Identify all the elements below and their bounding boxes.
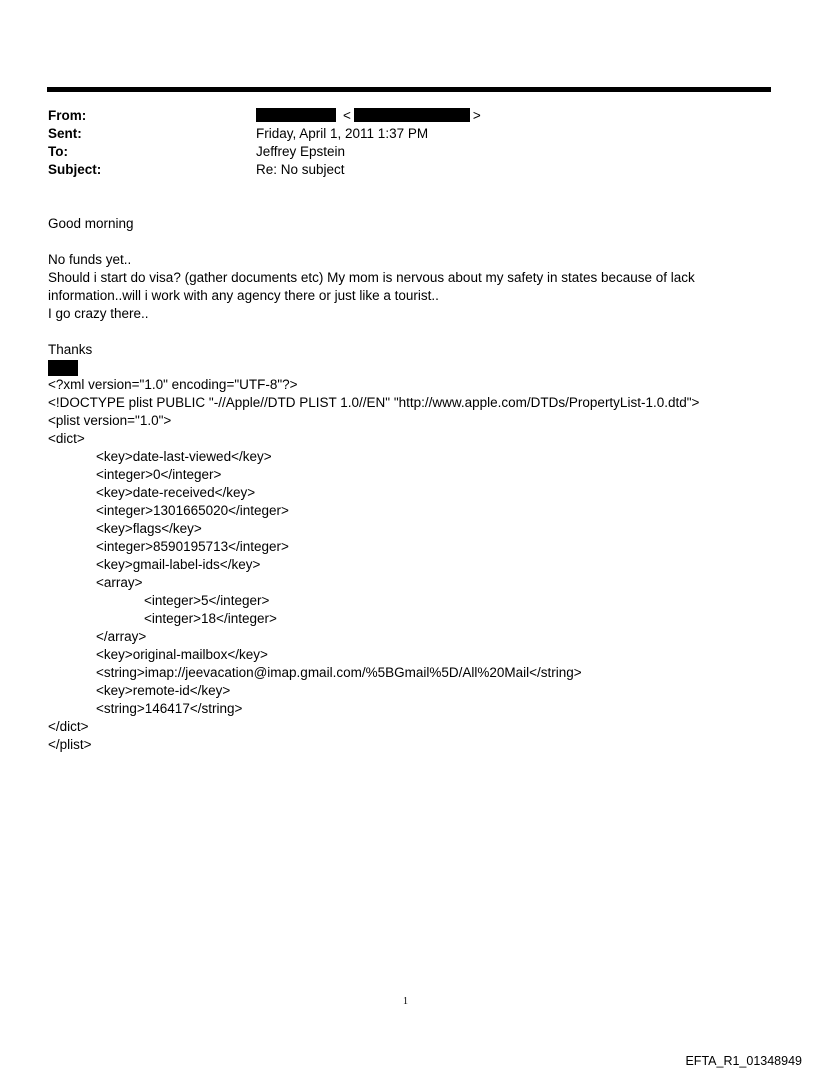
sent-label: Sent: — [48, 126, 82, 141]
xml-line: <integer>0</integer> — [96, 467, 222, 482]
body-line-3: information..will i work with any agency there or just like a tourist.. — [48, 288, 439, 303]
xml-line: </dict> — [48, 719, 89, 734]
xml-line: <integer>5</integer> — [144, 593, 270, 608]
redacted-sender-name — [256, 108, 336, 122]
to-label: To: — [48, 144, 68, 159]
header-rule — [47, 87, 771, 92]
from-value — [256, 107, 481, 125]
xml-line: <key>flags</key> — [96, 521, 202, 536]
signoff: Thanks — [48, 342, 93, 357]
body-line-2: Should i start do visa? (gather documents etc) My mom is nervous about my safety in states because of lack — [48, 270, 695, 285]
xml-line: <!DOCTYPE plist PUBLIC "-//Apple//DTD PLIST 1.0//EN" "http://www.apple.com/DTDs/PropertyList-1.0.dtd"> — [48, 395, 700, 410]
xml-line: <integer>8590195713</integer> — [96, 539, 289, 554]
xml-line: <plist version="1.0"> — [48, 413, 172, 428]
xml-line: <integer>18</integer> — [144, 611, 277, 626]
document-id: EFTA_R1_01348949 — [685, 1054, 802, 1068]
redacted-sender-email — [354, 108, 470, 122]
xml-line: <?xml version="1.0" encoding="UTF-8"?> — [48, 377, 298, 392]
from-label: From: — [48, 108, 87, 123]
subject-label: Subject: — [48, 162, 102, 177]
xml-line: <key>original-mailbox</key> — [96, 647, 268, 662]
sent-value: Friday, April 1, 2011 1:37 PM — [256, 126, 429, 141]
xml-line: </plist> — [48, 737, 92, 752]
greeting: Good morning — [48, 216, 134, 231]
xml-plist-block — [48, 376, 699, 754]
from-lt: < — [343, 108, 351, 123]
xml-line: <dict> — [48, 431, 85, 446]
page-number: 1 — [403, 996, 408, 1007]
to-value: Jeffrey Epstein — [256, 144, 346, 159]
xml-line: <key>gmail-label-ids</key> — [96, 557, 261, 572]
from-gt: > — [472, 108, 481, 123]
email-body — [48, 215, 748, 376]
body-line-1: No funds yet.. — [48, 252, 132, 267]
xml-line: </array> — [96, 629, 147, 644]
xml-line: <key>date-received</key> — [96, 485, 256, 500]
body-line-4: I go crazy there.. — [48, 306, 149, 321]
xml-line: <integer>1301665020</integer> — [96, 503, 289, 518]
redacted-signature — [48, 360, 78, 376]
xml-line: <key>date-last-viewed</key> — [96, 449, 272, 464]
xml-line: <key>remote-id</key> — [96, 683, 231, 698]
xml-line: <string>imap://jeevacation@imap.gmail.com/%5BGmail%5D/All%20Mail</string> — [96, 665, 582, 680]
xml-line: <string>146417</string> — [96, 701, 243, 716]
subject-value: Re: No subject — [256, 162, 345, 177]
xml-line: <array> — [96, 575, 143, 590]
